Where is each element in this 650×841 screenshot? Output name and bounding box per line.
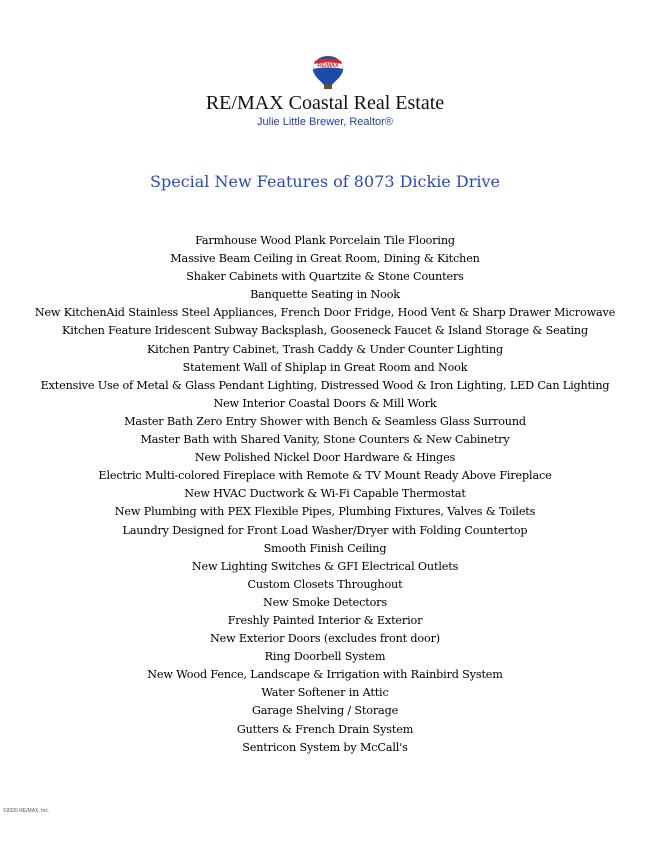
feature-item: New Polished Nickel Door Hardware & Hinges	[194, 451, 456, 465]
feature-item: New Interior Coastal Doors & Mill Work	[213, 396, 437, 410]
feature-item: Smooth Finish Ceiling	[263, 541, 387, 555]
feature-item: New HVAC Ductwork & Wi-Fi Capable Thermostat	[184, 487, 466, 501]
feature-item: Garage Shelving / Storage	[251, 704, 399, 718]
feature-item: Banquette Seating in Nook	[250, 288, 400, 302]
feature-item: New Exterior Doors (excludes front door)	[209, 632, 441, 646]
feature-item: Gutters & French Drain System	[236, 722, 414, 736]
page-title: Special New Features of 8073 Dickie Drive	[150, 172, 500, 191]
feature-item: Laundry Designed for Front Load Washer/Dryer with Folding Countertop	[122, 523, 528, 537]
feature-item: Extensive Use of Metal & Glass Pendant Lighting, Distressed Wood & Iron Lighting, LED Can Lighting	[40, 378, 610, 392]
feature-item: Massive Beam Ceiling in Great Room, Dining & Kitchen	[170, 252, 480, 266]
features-list	[0, 232, 650, 757]
agent-name: Julie Little Brewer, Realtor®	[257, 116, 393, 128]
feature-item: Water Softener in Attic	[261, 686, 389, 700]
feature-item: Kitchen Feature Iridescent Subway Backsplash, Gooseneck Faucet & Island Storage & Seating	[62, 324, 588, 338]
feature-item: Master Bath Zero Entry Shower with Bench & Seamless Glass Surround	[124, 414, 526, 428]
feature-item: Custom Closets Throughout	[247, 577, 403, 591]
feature-item: Statement Wall of Shiplap in Great Room and Nook	[182, 360, 468, 374]
logo-text: RE/MAX	[317, 63, 339, 69]
feature-item: Farmhouse Wood Plank Porcelain Tile Flooring	[195, 234, 455, 247]
feature-item: New Plumbing with PEX Flexible Pipes, Plumbing Fixtures, Valves & Toilets	[114, 505, 536, 519]
feature-item: New KitchenAid Stainless Steel Appliances, French Door Fridge, Hood Vent & Sharp Drawer Microwave	[34, 306, 616, 320]
hot-air-balloon-icon	[310, 54, 346, 90]
remax-balloon-logo	[310, 54, 346, 90]
feature-item: Electric Multi-colored Fireplace with Remote & TV Mount Ready Above Fireplace	[98, 469, 552, 483]
brand-name: RE/MAX Coastal Real Estate	[205, 92, 445, 114]
feature-item: New Lighting Switches & GFI Electrical Outlets	[191, 559, 459, 573]
copyright-footer: ©2020 RE/MAX, Inc.	[3, 808, 50, 814]
feature-item: Master Bath with Shared Vanity, Stone Counters & New Cabinetry	[140, 433, 510, 447]
feature-item: New Wood Fence, Landscape & Irrigation with Rainbird System	[147, 668, 503, 682]
feature-item: Freshly Painted Interior & Exterior	[227, 613, 423, 627]
feature-item: New Smoke Detectors	[263, 595, 387, 609]
feature-item: Kitchen Pantry Cabinet, Trash Caddy & Under Counter Lighting	[146, 342, 504, 356]
feature-item: Sentricon System by McCall's	[242, 740, 408, 754]
feature-item: Shaker Cabinets with Quartzite & Stone Counters	[186, 270, 464, 284]
feature-item: Ring Doorbell System	[264, 650, 386, 664]
